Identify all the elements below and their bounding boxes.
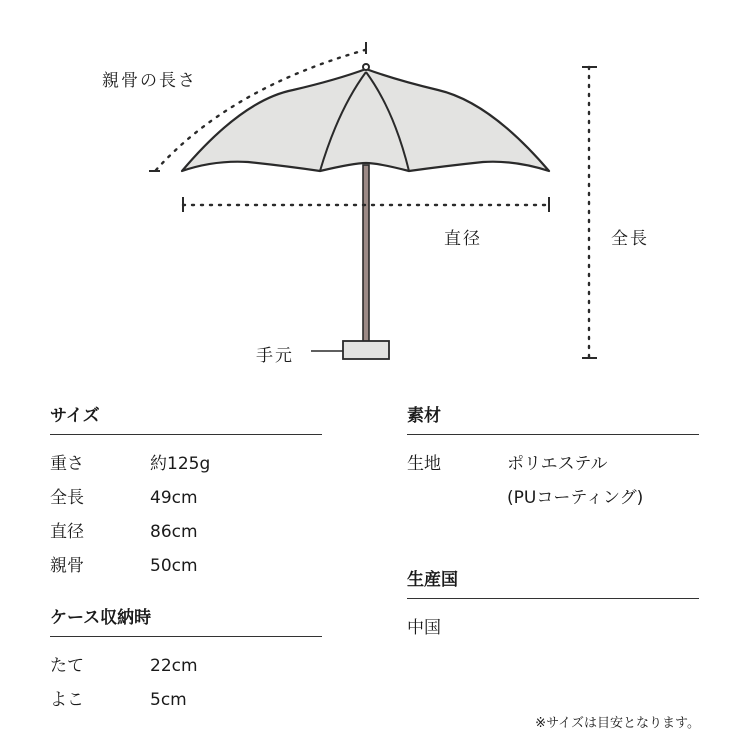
spec-key: 直径 xyxy=(50,522,84,542)
spec-value: 5cm xyxy=(150,690,187,710)
origin-section xyxy=(407,566,699,645)
spec-key: よこ xyxy=(50,690,84,710)
spec-row xyxy=(50,515,322,549)
spec-key: たて xyxy=(50,656,84,676)
spec-value: 22cm xyxy=(150,656,198,676)
spec-row xyxy=(407,611,699,645)
umbrella-canopy xyxy=(182,69,549,171)
spec-value: 約125g xyxy=(150,454,211,474)
spec-value: (PUコーティング) xyxy=(507,488,644,508)
size-section xyxy=(50,402,322,583)
size-disclaimer-note: ※サイズは目安となります。 xyxy=(535,716,700,731)
spec-row xyxy=(50,683,322,717)
case-section-title: ケース収納時 xyxy=(50,604,322,637)
diameter-label: 直径 xyxy=(444,229,482,249)
spec-value: ポリエステル xyxy=(507,454,608,474)
spec-value: 49cm xyxy=(150,488,198,508)
total-length-label: 全長 xyxy=(611,229,649,249)
origin-section-title: 生産国 xyxy=(407,566,699,599)
umbrella-shaft xyxy=(363,165,369,343)
spec-row xyxy=(407,447,699,481)
spec-row xyxy=(407,481,699,515)
spec-key xyxy=(407,481,507,515)
spec-key: 中国 xyxy=(407,618,441,638)
spec-row xyxy=(50,447,322,481)
handle-label: 手元 xyxy=(256,346,294,366)
spec-row xyxy=(50,549,322,583)
spec-value: 50cm xyxy=(150,556,198,576)
spec-row xyxy=(50,481,322,515)
material-section xyxy=(407,402,699,515)
spec-key: 重さ xyxy=(50,454,84,474)
spec-key: 全長 xyxy=(50,488,84,508)
umbrella-tip xyxy=(363,64,369,70)
rib-length-label: 親骨の長さ xyxy=(102,71,197,91)
spec-key: 親骨 xyxy=(50,556,84,576)
spec-row xyxy=(50,649,322,683)
spec-value: 86cm xyxy=(150,522,198,542)
material-section-title: 素材 xyxy=(407,402,699,435)
case-section xyxy=(50,604,322,717)
umbrella-handle xyxy=(343,341,389,359)
size-section-title: サイズ xyxy=(50,402,322,435)
spec-key: 生地 xyxy=(407,454,441,474)
